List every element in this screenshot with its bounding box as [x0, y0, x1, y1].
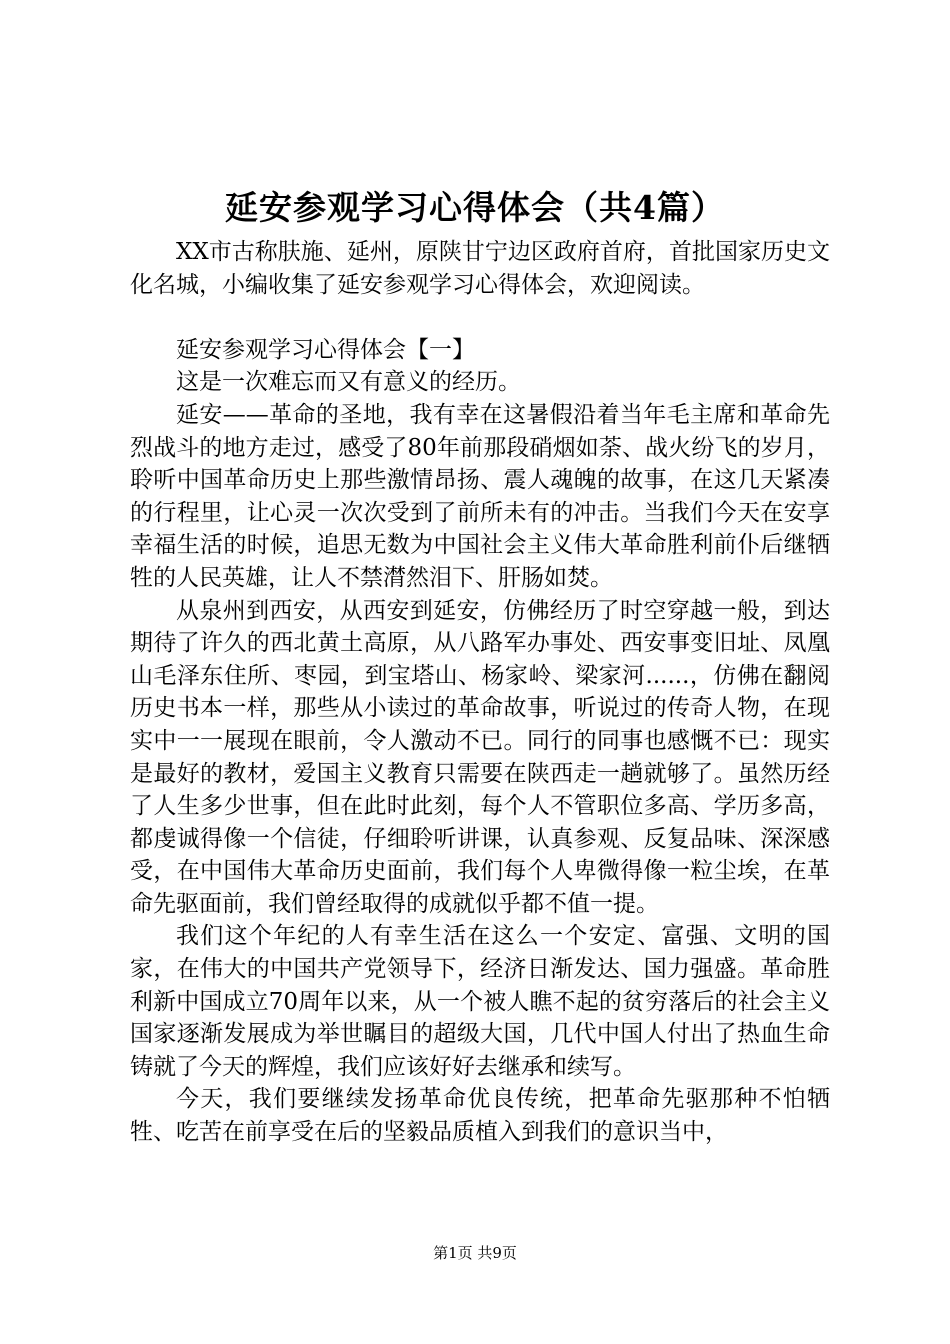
body-paragraph: 我们这个年纪的人有幸生活在这么一个安定、富强、文明的国家，在伟大的中国共产党领导下，经济日渐发达、国力强盛。革命胜利新中国成立70周年以来，从一个被人瞧不起的贫穷落后的社会主义国家逐渐发展成为举世瞩目的超级大国，几代中国人付出了热血生命铸就了今天的辉煌，我们应该好好去继承和续写。	[130, 923, 830, 1080]
intro-paragraph: XX市古称肤施、延州，原陕甘宁边区政府首府，首批国家历史文化名城，小编收集了延安参观学习心得体会，欢迎阅读。	[130, 239, 830, 298]
body-paragraph: 延安——革命的圣地，我有幸在这暑假沿着当年毛主席和革命先烈战斗的地方走过，感受了80年前那段硝烟如荼、战火纷飞的岁月，聆听中国革命历史上那些激情昂扬、震人魂魄的故事，在这几天紧凑的行程里，让心灵一次次受到了前所未有的冲击。当我们今天在安享幸福生活的时候，追思无数为中国社会主义伟大革命胜利前仆后继牺牲的人民英雄，让人不禁潸然泪下、肝肠如焚。	[130, 401, 830, 591]
document-body	[130, 236, 830, 1149]
document-title: 延安参观学习心得体会（共4篇）	[225, 188, 725, 227]
body-paragraph: 今天，我们要继续发扬革命优良传统，把革命先驱那种不怕牺牲、吃苦在前享受在后的坚毅品质植入到我们的意识当中，	[130, 1086, 830, 1146]
paragraph-spacer	[130, 301, 830, 334]
section-heading: 延安参观学习心得体会【一】	[176, 336, 475, 363]
page-footer: 第1页 共9页	[433, 1244, 517, 1262]
body-paragraph: 从泉州到西安，从西安到延安，仿佛经历了时空穿越一般，到达期待了许久的西北黄土高原，从八路军办事处、西安事变旧址、凤凰山毛泽东住所、枣园，到宝塔山、杨家岭、梁家河......，仿佛在翻阅历史书本一样，那些从小读过的革命故事，听说过的传奇人物，在现实中一一展现在眼前，令人激动不已。同行的同事也感慨不已：现实是最好的教材，爱国主义教育只需要在陕西走一趟就够了。虽然历经了人生多少世事，但在此时此刻，每个人不管职位多高、学历多高，都虔诚得像一个信徒，仔细聆听讲课，认真参观、反复品味、深深感受，在中国伟大革命历史面前，我们每个人卑微得像一粒尘埃，在革命先驱面前，我们曾经取得的成就似乎都不值一提。	[130, 597, 830, 917]
body-paragraph: 这是一次难忘而又有意义的经历。	[176, 369, 521, 396]
